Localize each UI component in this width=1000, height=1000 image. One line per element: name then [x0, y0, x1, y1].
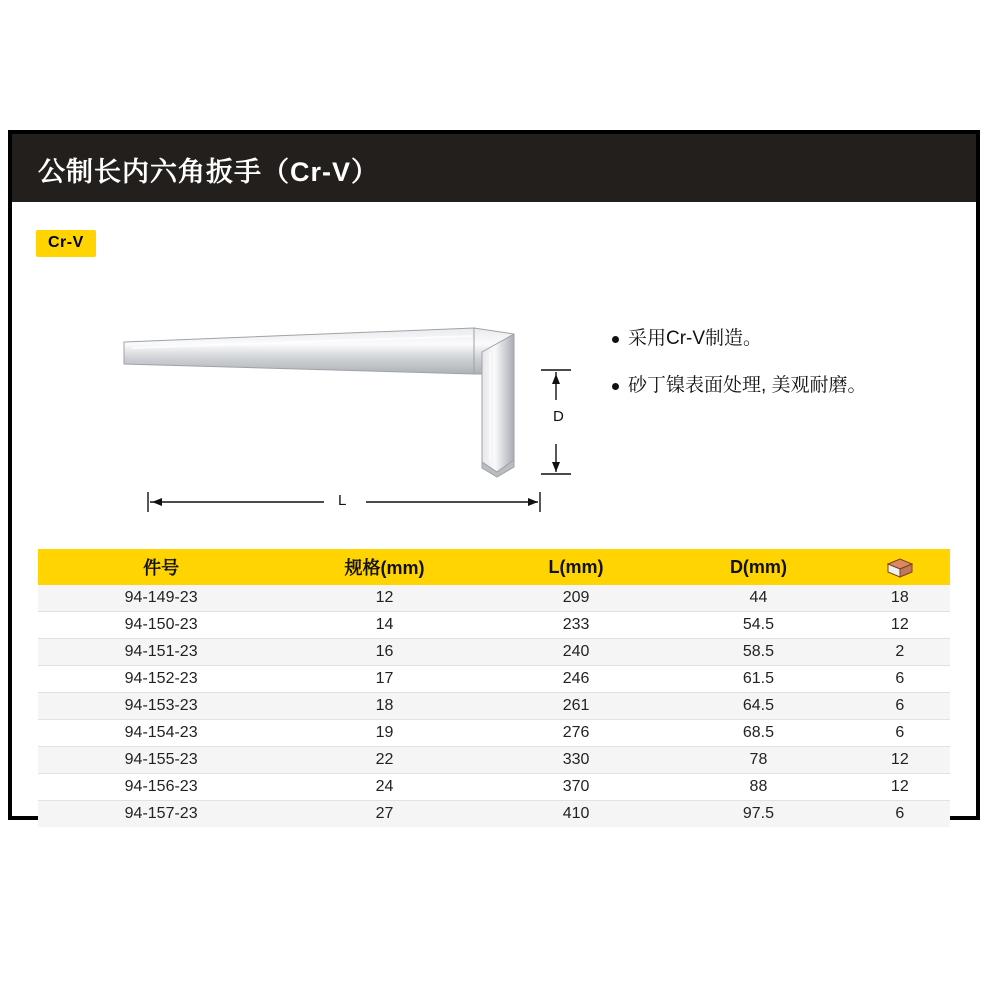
cell-length: 330 [485, 747, 667, 774]
cell-size: 22 [284, 747, 485, 774]
cell-diameter: 68.5 [667, 720, 849, 747]
feature-list [612, 327, 962, 420]
cell-length: 370 [485, 774, 667, 801]
cell-length: 209 [485, 585, 667, 612]
cell-packing: 18 [850, 585, 950, 612]
cell-length: 233 [485, 612, 667, 639]
column-header-size: 规格(mm) [284, 549, 485, 585]
cell-packing: 6 [850, 801, 950, 828]
cell-size: 16 [284, 639, 485, 666]
table-row [38, 720, 950, 747]
cell-length: 261 [485, 693, 667, 720]
title-bar [12, 134, 976, 202]
cell-packing: 6 [850, 720, 950, 747]
cell-diameter: 54.5 [667, 612, 849, 639]
cell-diameter: 58.5 [667, 639, 849, 666]
cell-size: 18 [284, 693, 485, 720]
table-body [38, 585, 950, 827]
cell-diameter: 61.5 [667, 666, 849, 693]
cell-part-no: 94-153-23 [38, 693, 284, 720]
cell-packing: 6 [850, 666, 950, 693]
cell-packing: 2 [850, 639, 950, 666]
table-row [38, 612, 950, 639]
cell-packing: 12 [850, 774, 950, 801]
hex-key-wrench-icon [122, 312, 562, 512]
table-row [38, 693, 950, 720]
column-header-packing [850, 549, 950, 585]
card-content [12, 202, 976, 822]
table-row [38, 639, 950, 666]
cell-part-no: 94-152-23 [38, 666, 284, 693]
cell-part-no: 94-149-23 [38, 585, 284, 612]
cell-part-no: 94-155-23 [38, 747, 284, 774]
dimension-l-label: L [338, 492, 347, 509]
cell-length: 240 [485, 639, 667, 666]
table-row [38, 774, 950, 801]
feature-text: 采用Cr-V制造。 [628, 328, 763, 349]
feature-text: 砂丁镍表面处理, 美观耐磨。 [628, 374, 867, 396]
list-item [612, 327, 962, 352]
cell-part-no: 94-157-23 [38, 801, 284, 828]
column-header-part-no: 件号 [38, 549, 284, 585]
cell-length: 276 [485, 720, 667, 747]
cell-part-no: 94-151-23 [38, 639, 284, 666]
cell-length: 410 [485, 801, 667, 828]
dimension-d-label: D [553, 408, 564, 425]
bullet-icon [612, 336, 619, 343]
list-item [612, 374, 962, 399]
cell-size: 19 [284, 720, 485, 747]
spec-table-wrapper [38, 549, 950, 827]
cell-packing: 12 [850, 612, 950, 639]
bullet-icon [612, 383, 619, 390]
table-row [38, 801, 950, 828]
cell-diameter: 78 [667, 747, 849, 774]
cell-part-no: 94-156-23 [38, 774, 284, 801]
cell-diameter: 88 [667, 774, 849, 801]
cell-part-no: 94-154-23 [38, 720, 284, 747]
cell-length: 246 [485, 666, 667, 693]
column-header-length: L(mm) [485, 549, 667, 585]
cell-packing: 6 [850, 693, 950, 720]
table-row [38, 747, 950, 774]
page-title: 公制长内六角扳手（Cr-V） [38, 157, 380, 187]
spec-table [38, 549, 950, 827]
cell-diameter: 44 [667, 585, 849, 612]
product-card [8, 130, 980, 820]
cell-diameter: 97.5 [667, 801, 849, 828]
cell-part-no: 94-150-23 [38, 612, 284, 639]
cell-size: 24 [284, 774, 485, 801]
table-header-row [38, 549, 950, 585]
cell-size: 12 [284, 585, 485, 612]
table-row [38, 666, 950, 693]
cell-size: 27 [284, 801, 485, 828]
cell-packing: 12 [850, 747, 950, 774]
table-row [38, 585, 950, 612]
material-badge: Cr-V [36, 230, 96, 257]
column-header-diameter: D(mm) [667, 549, 849, 585]
carton-box-icon [887, 558, 913, 578]
product-illustration [122, 312, 562, 512]
cell-size: 14 [284, 612, 485, 639]
cell-diameter: 64.5 [667, 693, 849, 720]
cell-size: 17 [284, 666, 485, 693]
